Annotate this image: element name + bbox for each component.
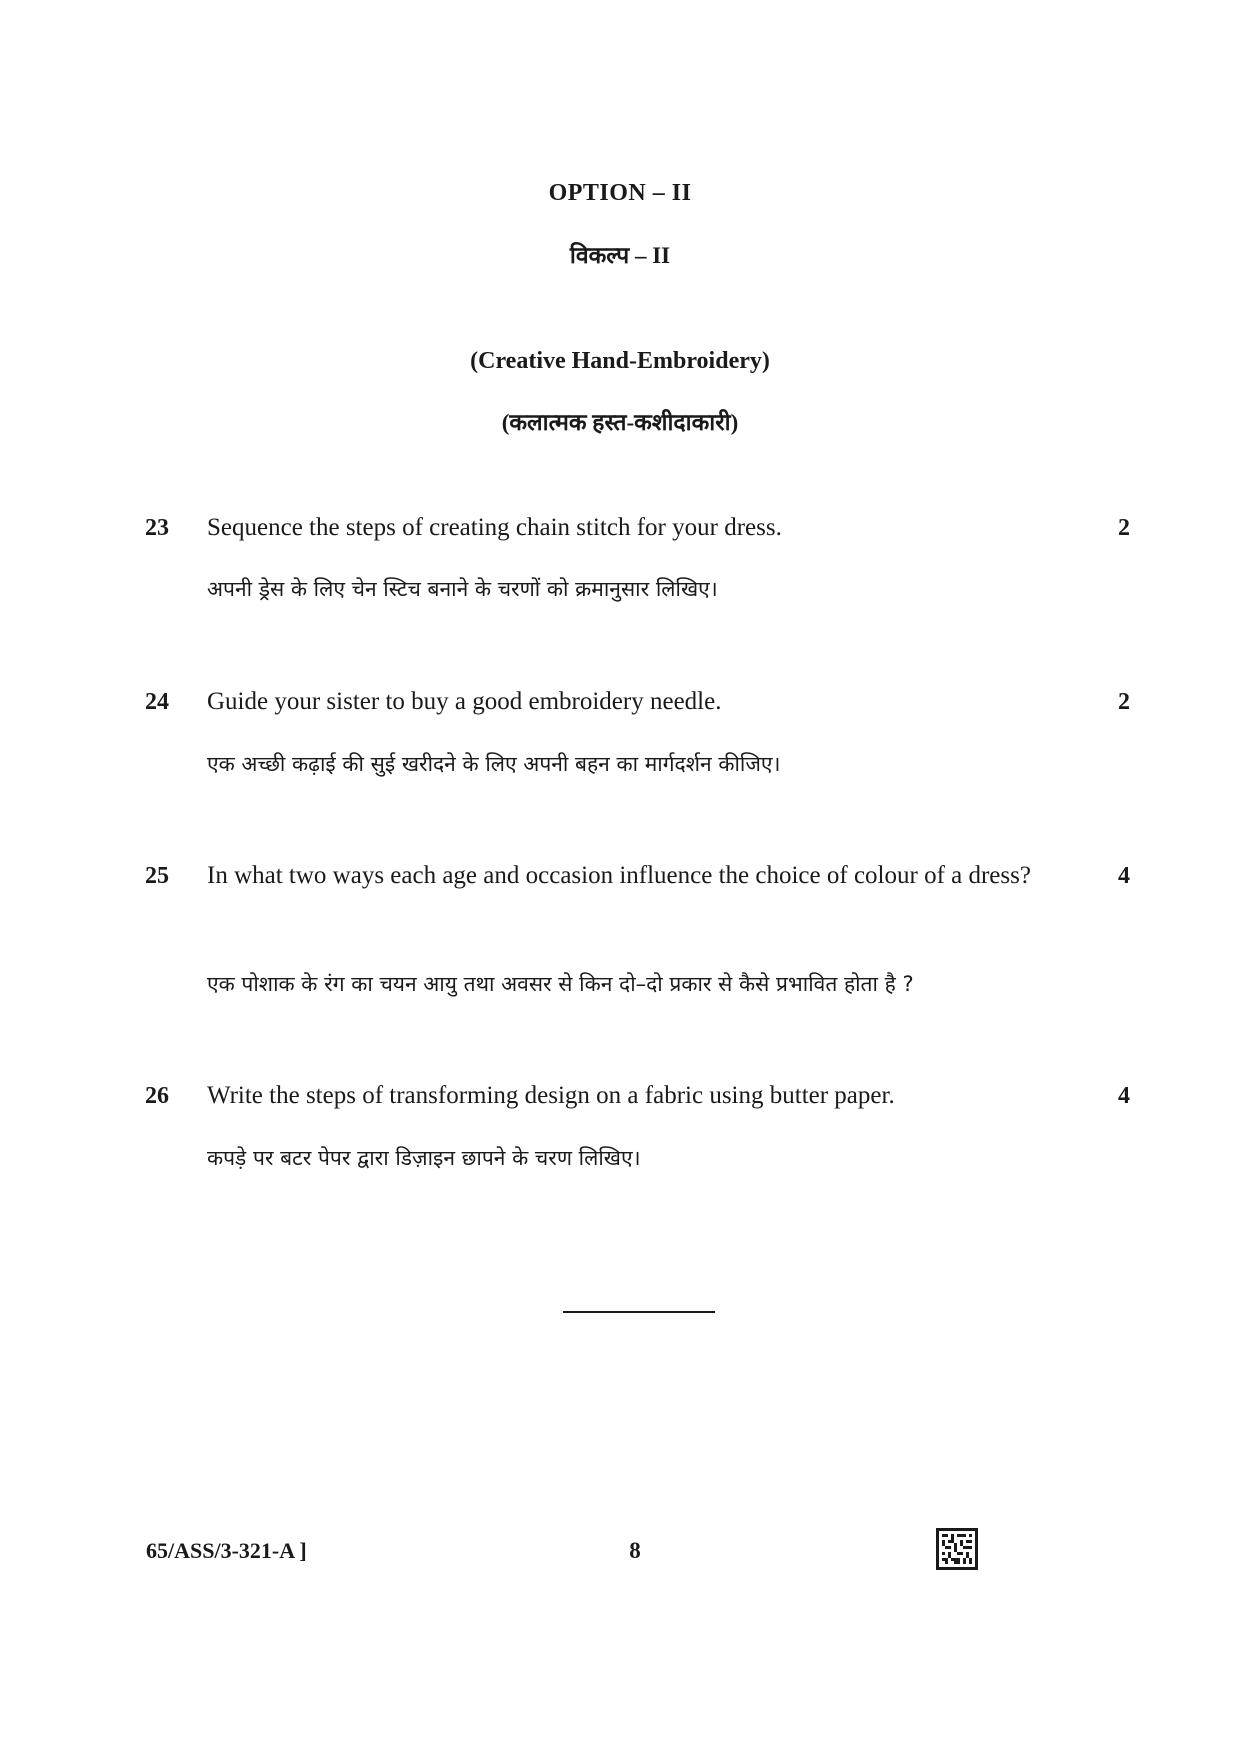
page-number: 8: [629, 1538, 641, 1563]
paper-code: 65/ASS/3-321-A ]: [146, 1538, 307, 1563]
question-text-english: Guide your sister to buy a good embroidery needle.: [207, 688, 722, 715]
end-of-section-divider: [563, 1311, 715, 1313]
question-text-english: Write the steps of transforming design on a fabric using butter paper.: [207, 1082, 895, 1109]
subject-title-hindi: (कलात्मक हस्त-कशीदाकारी): [501, 410, 739, 435]
question-text-hindi: एक अच्छी कढ़ाई की सुई खरीदने के लिए अपनी बहन का मार्गदर्शन कीजिए।: [207, 752, 781, 776]
option-title-hindi: विकल्प – II: [569, 243, 671, 268]
subject-title-english: (Creative Hand-Embroidery): [470, 348, 770, 374]
question-text-hindi: अपनी ड्रेस के लिए चेन स्टिच बनाने के चरणों को क्रमानुसार लिखिए।: [207, 577, 718, 601]
question-marks: 4: [1118, 1083, 1130, 1109]
qr-code-icon: [936, 1528, 978, 1570]
question-number: 25: [145, 863, 169, 889]
question-marks: 4: [1118, 863, 1130, 889]
question-marks: 2: [1118, 515, 1130, 541]
question-number: 23: [145, 515, 169, 541]
question-number: 26: [145, 1083, 169, 1109]
option-title-english: OPTION – II: [548, 180, 692, 206]
question-text-hindi: कपड़े पर बटर पेपर द्वारा डिज़ाइन छापने के चरण लिखिए।: [207, 1146, 641, 1170]
question-text-english: Sequence the steps of creating chain stitch for your dress.: [207, 514, 782, 541]
question-marks: 2: [1118, 689, 1130, 715]
question-number: 24: [145, 689, 169, 715]
question-text-english: In what two ways each age and occasion influence the choice of colour of a dress?: [207, 862, 1031, 889]
question-text-hindi: एक पोशाक के रंग का चयन आयु तथा अवसर से किन दो–दो प्रकार से कैसे प्रभावित होता है ?: [207, 972, 914, 996]
